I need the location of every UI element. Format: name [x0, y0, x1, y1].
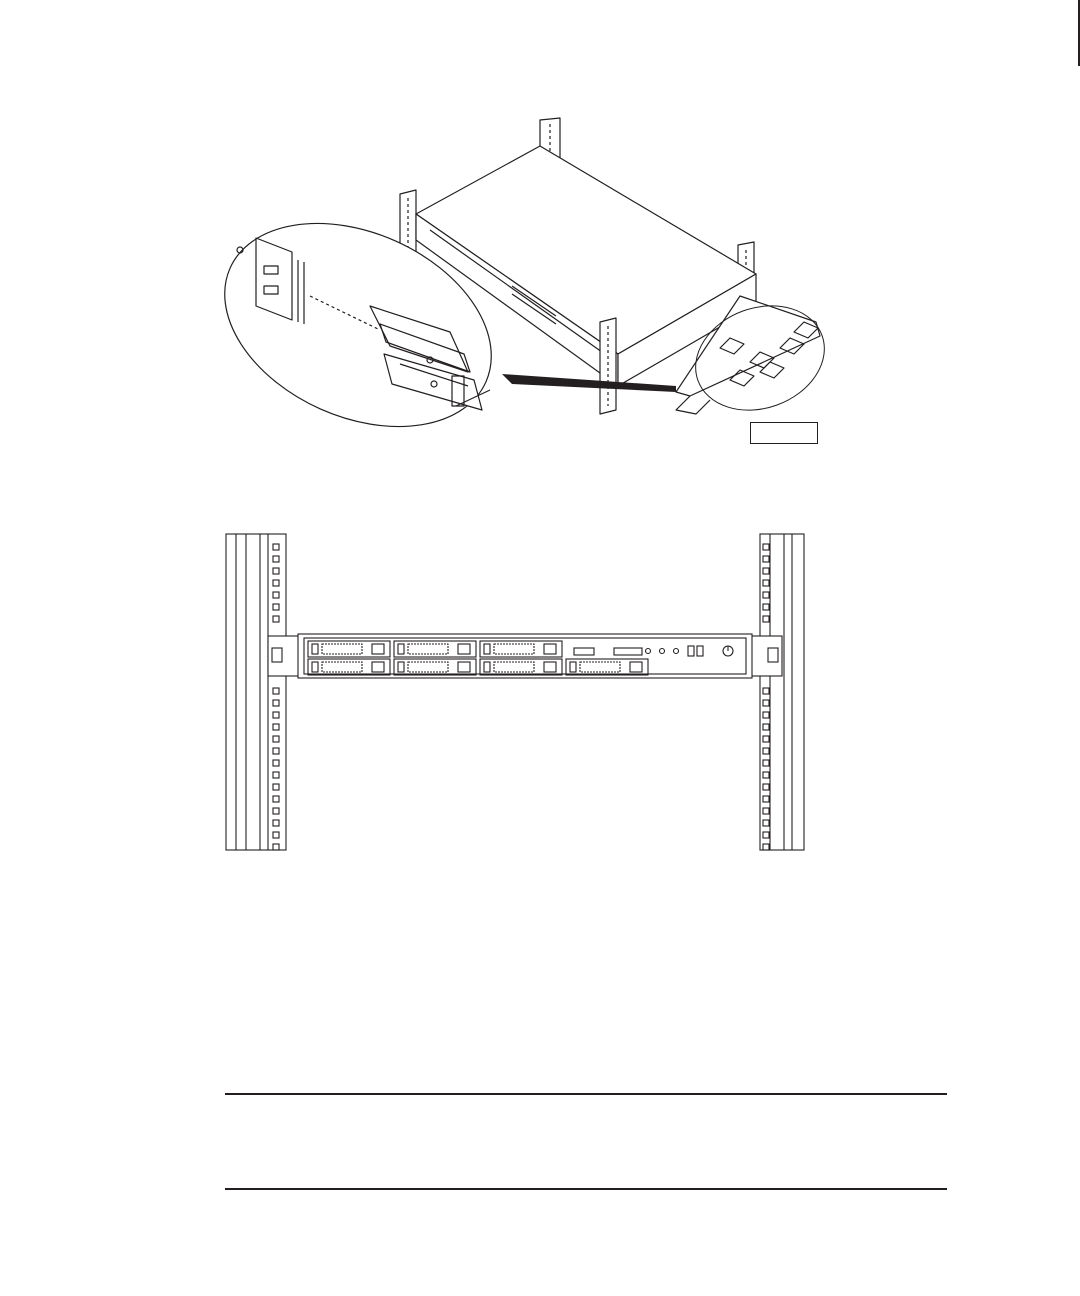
- rack-hole: [273, 724, 279, 730]
- rack-hole: [273, 580, 279, 586]
- rack-hole: [763, 592, 769, 598]
- rack-hole: [763, 580, 769, 586]
- rack-hole: [763, 700, 769, 706]
- rack-hole: [763, 556, 769, 562]
- rack-hole: [763, 616, 769, 622]
- rack-hole: [763, 544, 769, 550]
- rack-hole: [763, 784, 769, 790]
- rack-hole: [763, 736, 769, 742]
- rack-hole: [273, 556, 279, 562]
- note-top-rule: [225, 1093, 947, 1095]
- rack-hole: [273, 700, 279, 706]
- rack-rail-right: [760, 534, 804, 850]
- rack-hole: [763, 604, 769, 610]
- rack-hole: [763, 772, 769, 778]
- server-front-panel: [268, 634, 782, 678]
- rack-hole: [273, 820, 279, 826]
- rack-hole: [273, 736, 279, 742]
- rack-hole: [273, 544, 279, 550]
- rack-hole: [763, 820, 769, 826]
- rack-hole: [273, 748, 279, 754]
- rack-hole: [273, 784, 279, 790]
- rack-hole: [763, 844, 769, 850]
- rack-hole: [273, 568, 279, 574]
- rack-rail-left: [226, 534, 286, 850]
- rack-hole: [273, 592, 279, 598]
- rack-hole: [763, 688, 769, 694]
- rack-hole: [763, 832, 769, 838]
- rack-hole: [273, 616, 279, 622]
- zoom-pointer: [502, 374, 676, 392]
- figure-callout-box: [750, 422, 818, 444]
- rack-hole: [273, 844, 279, 850]
- rack-hole: [273, 760, 279, 766]
- rack-hole: [273, 604, 279, 610]
- rack-hole: [273, 808, 279, 814]
- rack-hole: [763, 748, 769, 754]
- rack-hole: [763, 760, 769, 766]
- rack-hole: [763, 712, 769, 718]
- rack-installation-figure: [220, 110, 840, 450]
- rack-hole: [763, 568, 769, 574]
- rack-hole: [273, 772, 279, 778]
- note-bottom-rule: [225, 1188, 947, 1190]
- note-body: [225, 1100, 947, 1180]
- rack-hole: [273, 796, 279, 802]
- rack-hole: [763, 724, 769, 730]
- rack-hole: [273, 832, 279, 838]
- rack-post-front-right: [600, 318, 616, 414]
- rack-front-view-figure: [222, 530, 808, 854]
- rack-hole: [273, 712, 279, 718]
- rack-hole: [273, 688, 279, 694]
- rack-hole: [763, 808, 769, 814]
- rack-hole: [763, 796, 769, 802]
